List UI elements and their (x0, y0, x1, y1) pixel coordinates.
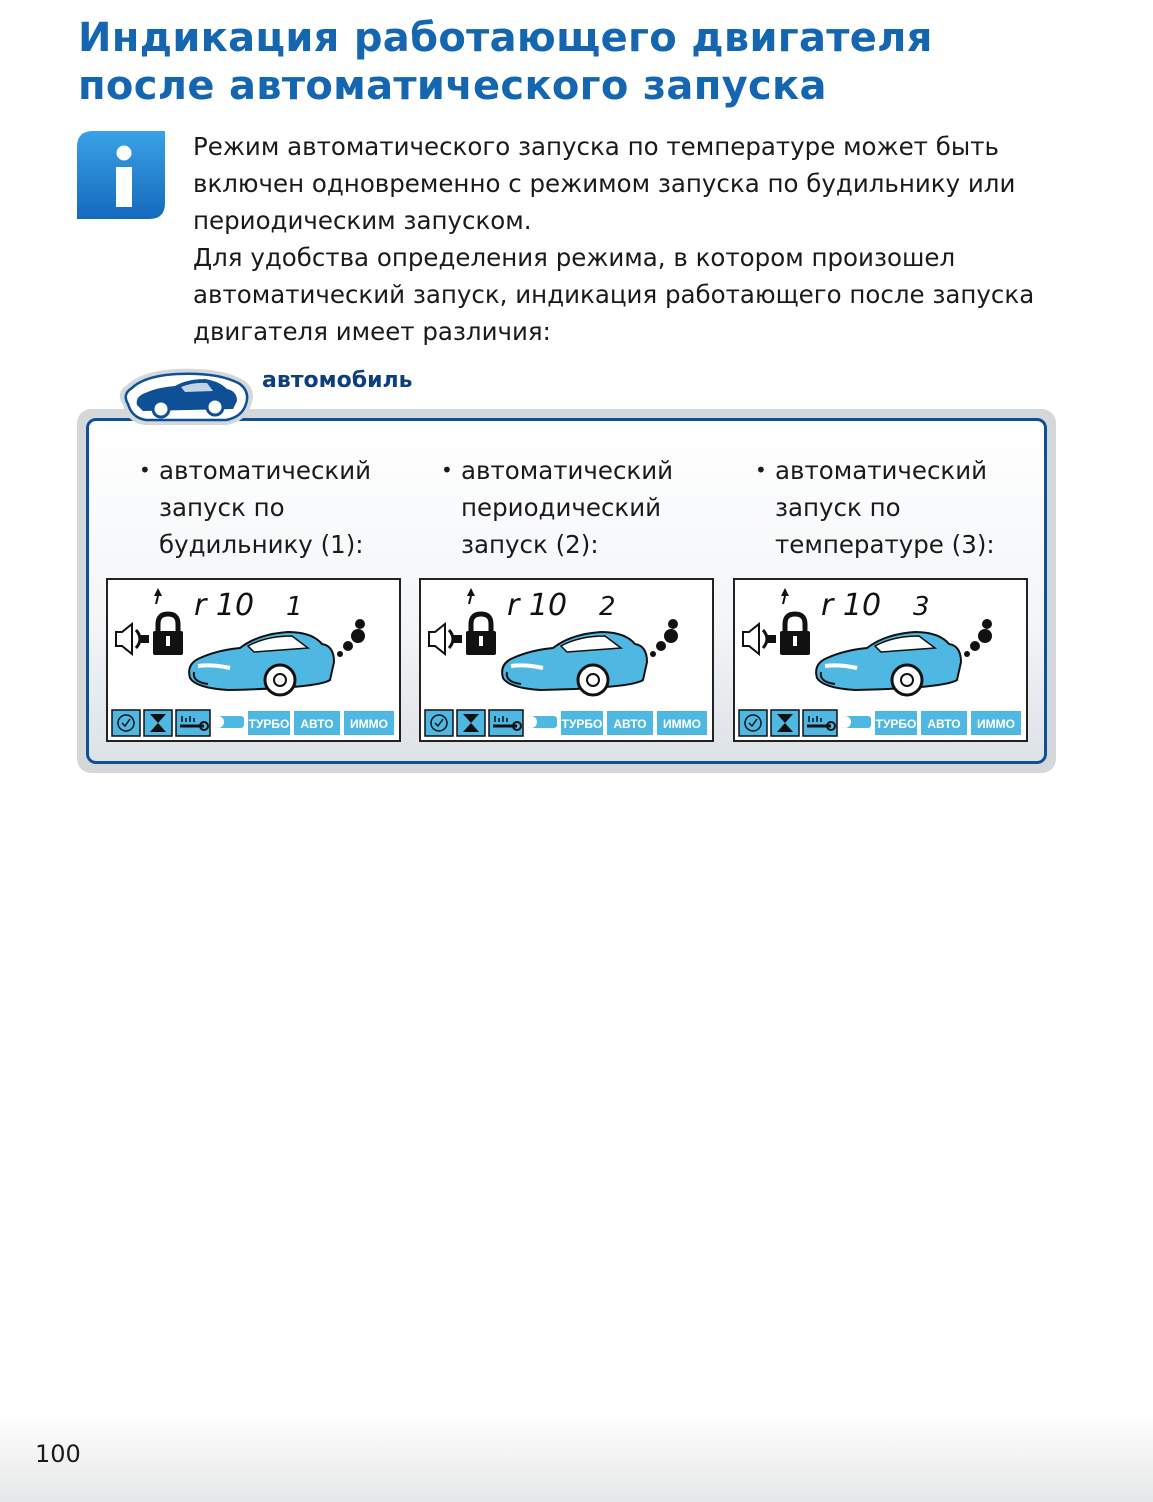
car-icon (816, 632, 961, 695)
mode-label-alarm (139, 452, 429, 563)
mode-line-2: запуск по (775, 493, 901, 522)
car-icon (189, 632, 334, 695)
lock-icon (780, 614, 810, 655)
mode-line-1: автоматический (775, 456, 988, 485)
lcd-digit: 3 (913, 592, 930, 622)
thermometer-icon (176, 710, 210, 736)
clock-icon (739, 710, 767, 736)
immo-badge (344, 711, 394, 735)
mode-label-periodic (441, 452, 731, 563)
bullet-icon: • (139, 458, 151, 482)
car-badge-icon (115, 365, 255, 429)
immo-badge (971, 711, 1021, 735)
antenna-icon (467, 588, 475, 604)
mode-line-3: температуре (3): (775, 530, 995, 559)
turbo-badge (248, 711, 290, 735)
auto-badge (921, 711, 967, 735)
mode-line-1: автоматический (461, 456, 674, 485)
exhaust-icon (650, 619, 678, 657)
turbo-badge (561, 711, 603, 735)
lcd-code: r 10 (821, 588, 882, 623)
auto-label: АВТО (300, 717, 334, 731)
immo-label: ИММО (977, 717, 1015, 731)
intro-paragraph-2: Для удобства определения режима, в котором произошел автоматический запуск, индикация работающего после запуска двигателя имеет различия: (193, 243, 1035, 346)
lcd-digit: 1 (286, 592, 303, 622)
speaker-icon (743, 624, 776, 654)
lcd-code: r 10 (507, 588, 568, 623)
mode-line-3: будильнику (1): (159, 530, 364, 559)
auto-badge (294, 711, 340, 735)
thermometer-icon (489, 710, 523, 736)
page-title (78, 14, 1078, 110)
bullet-icon: • (441, 458, 453, 482)
intro-paragraph-1: Режим автоматического запуска по температуре может быть включен одновременно с режимом запуска по будильнику или периодическим запуском. (193, 132, 1016, 235)
auto-badge (607, 711, 653, 735)
bullet-icon: • (755, 458, 767, 482)
title-line-1: Индикация работающего двигателя (78, 15, 933, 61)
speaker-icon (429, 624, 462, 654)
turbo-label: ТУРБО (875, 717, 917, 731)
immo-label: ИММО (663, 717, 701, 731)
mode-line-2: периодический (461, 493, 662, 522)
mode-label-temperature (755, 452, 1045, 563)
lock-icon (153, 614, 183, 655)
hourglass-icon (457, 710, 485, 736)
exhaust-icon (964, 619, 992, 657)
wrench-icon (212, 716, 244, 728)
antenna-icon (781, 588, 789, 604)
lcd-display (733, 578, 1028, 742)
lcd-digit: 2 (599, 592, 616, 622)
car-icon (502, 632, 647, 695)
immo-badge (657, 711, 707, 735)
immo-label: ИММО (350, 717, 388, 731)
wrench-icon (839, 716, 871, 728)
wrench-icon (525, 716, 557, 728)
mode-line-1: автоматический (159, 456, 372, 485)
section-label: автомобиль (262, 368, 413, 393)
lcd-display (419, 578, 714, 742)
lcd-display (106, 578, 401, 742)
thermometer-icon (803, 710, 837, 736)
lock-icon (466, 614, 496, 655)
intro-text (193, 128, 1083, 350)
info-icon (77, 131, 165, 219)
hourglass-icon (144, 710, 172, 736)
turbo-label: ТУРБО (248, 717, 290, 731)
auto-label: АВТО (927, 717, 961, 731)
antenna-icon (154, 588, 162, 604)
exhaust-icon (337, 619, 365, 657)
lcd-code: r 10 (194, 588, 255, 623)
turbo-label: ТУРБО (561, 717, 603, 731)
mode-line-3: запуск (2): (461, 530, 599, 559)
turbo-badge (875, 711, 917, 735)
page-number: 100 (35, 1440, 81, 1468)
title-line-2: после автоматического запуска (78, 63, 827, 109)
auto-label: АВТО (613, 717, 647, 731)
page-footer (0, 1412, 1153, 1502)
clock-icon (112, 710, 140, 736)
mode-line-2: запуск по (159, 493, 285, 522)
clock-icon (425, 710, 453, 736)
hourglass-icon (771, 710, 799, 736)
speaker-icon (116, 624, 149, 654)
